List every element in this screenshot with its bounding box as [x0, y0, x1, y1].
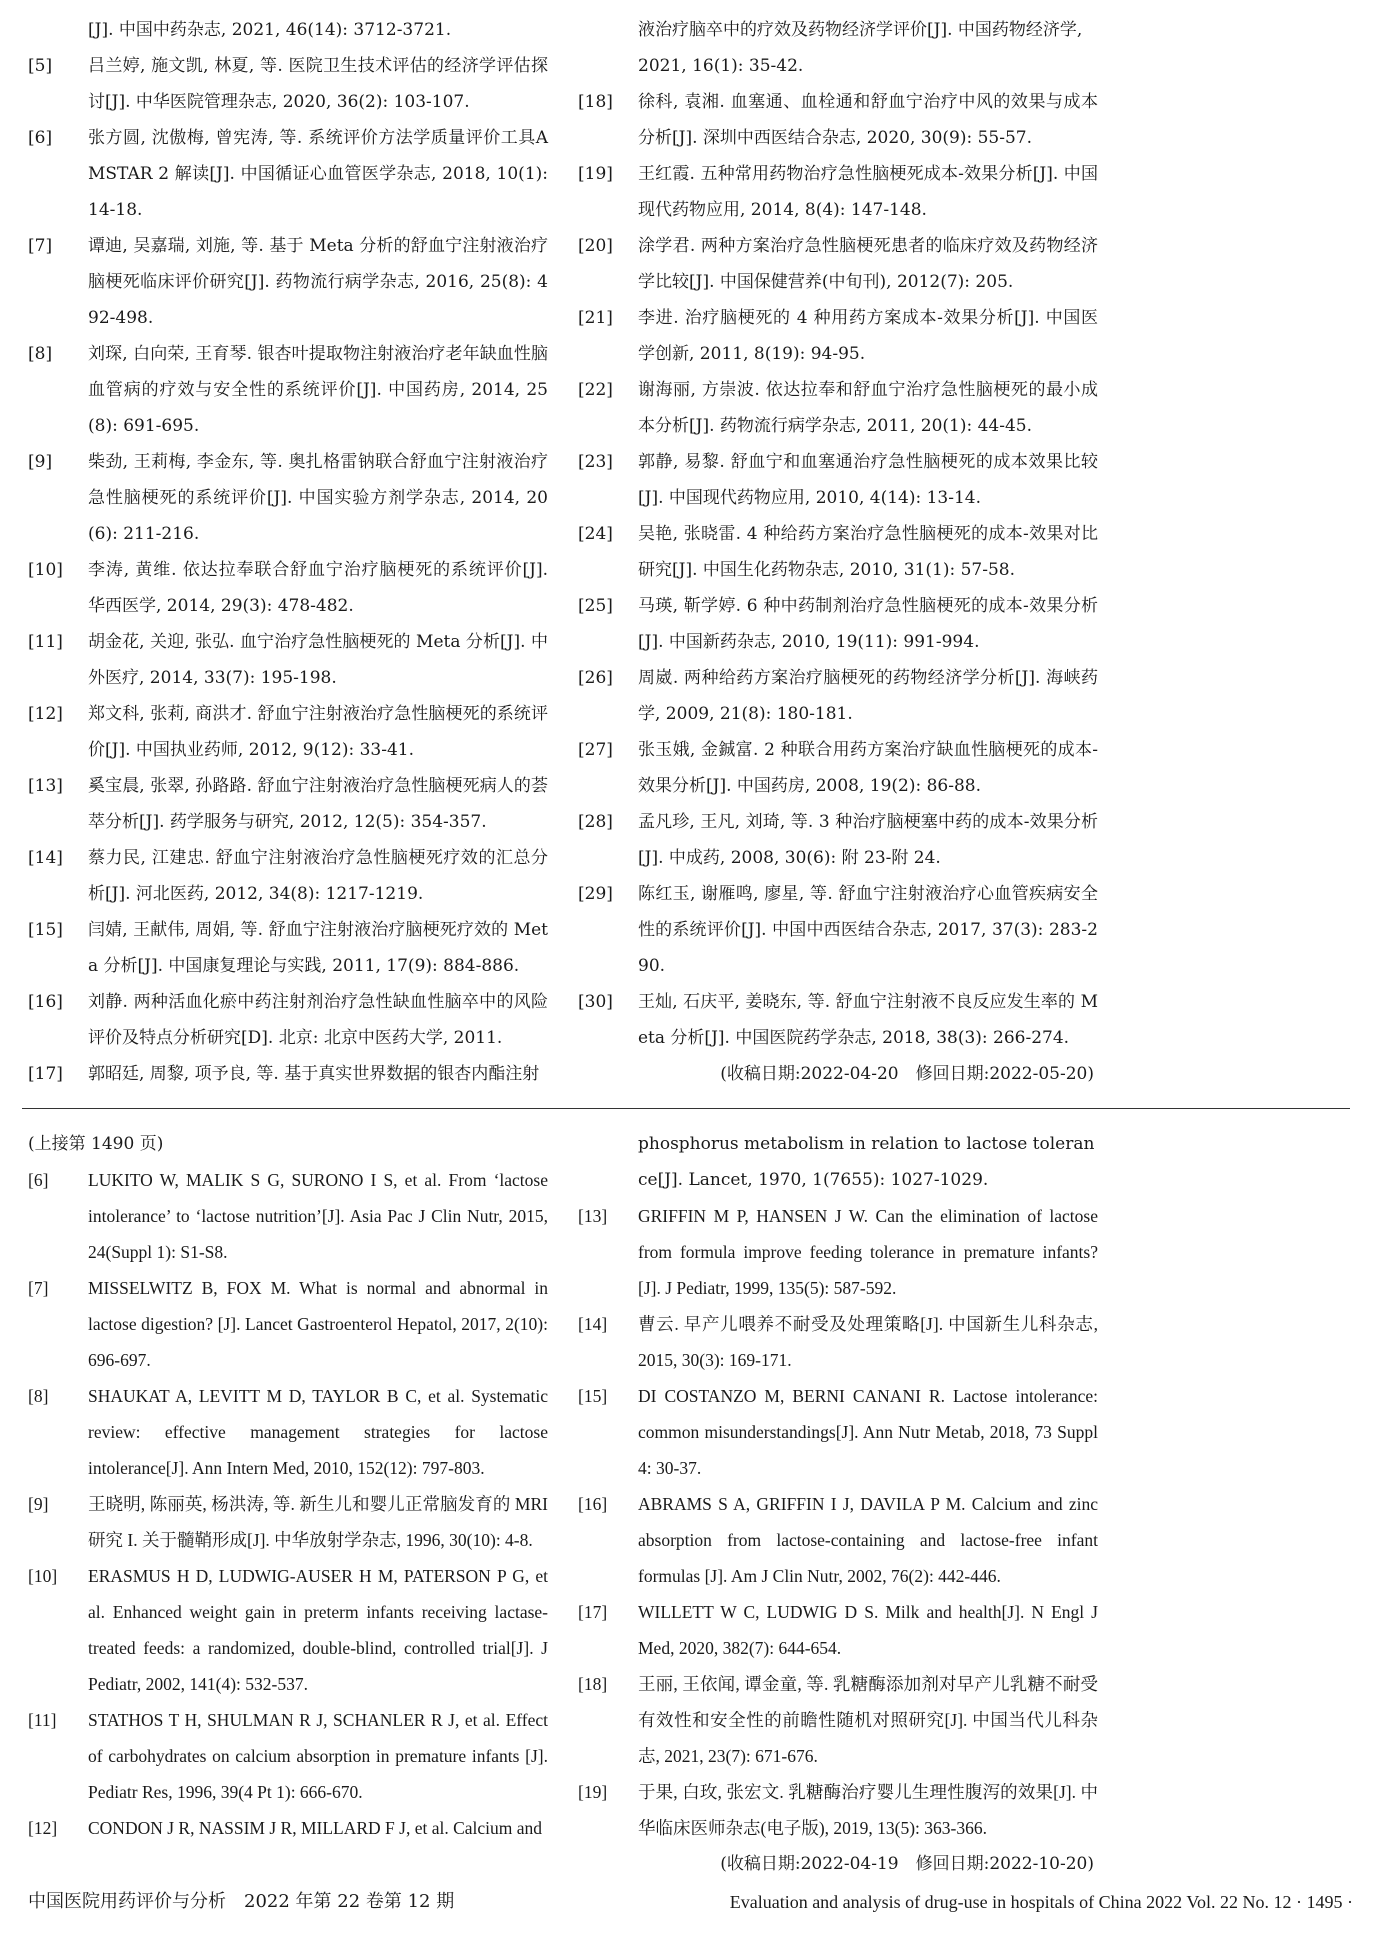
- reference-text: 王红霞. 五种常用药物治疗急性脑梗死成本-效果分析[J]. 中国现代药物应用, 2014, 8(4): 147-148.: [638, 164, 1098, 220]
- reference-text: STATHOS T H, SHULMAN R J, SCHANLER R J, et al. Effect of carbohydrates on calcium absorption in premature infants [J]. Pediatr Res, 1996, 39(4 Pt 1): 666-670.: [88, 1710, 548, 1802]
- reference-entry: [28, 912, 548, 984]
- reference-text: ERASMUS H D, LUDWIG-AUSER H M, PATERSON P G, et al. Enhanced weight gain in preterm infants receiving lactase-treated feeds: a randomized, double-blind, controlled trial[J]. J Pediatr, 2002, 141(4): 532-537.: [88, 1566, 548, 1694]
- reference-text: 曹云. 早产儿喂养不耐受及处理策略[J]. 中国新生儿科杂志, 2015, 30(3): 169-171.: [638, 1314, 1098, 1370]
- upper-left-column: [28, 12, 548, 1092]
- reference-number: [17]: [578, 1602, 608, 1622]
- journal-name-en: Evaluation and analysis of drug-use in hospitals of China 2022 Vol. 22 No. 12 · 1495 ·: [729, 1892, 1353, 1912]
- reference-text: SHAUKAT A, LEVITT M D, TAYLOR B C, et al. Systematic review: effective management strategies for lactose intolerance[J]. Ann Intern Med, 2010, 152(12): 797-803.: [88, 1386, 548, 1478]
- reference-text: 柴劲, 王莉梅, 李金东, 等. 奥扎格雷钠联合舒血宁注射液治疗急性脑梗死的系统评价[J]. 中国实验方剂学杂志, 2014, 20(6): 211-216.: [88, 452, 548, 544]
- reference-number: [23]: [578, 452, 613, 472]
- reference-entry: [578, 1774, 1098, 1846]
- reference-entry: [578, 228, 1098, 300]
- reference-entry: [28, 1486, 548, 1558]
- reference-text: 吴艳, 张晓雷. 4 种给药方案治疗急性脑梗死的成本-效果对比研究[J]. 中国生化药物杂志, 2010, 31(1): 57-58.: [638, 524, 1098, 580]
- reference-entry: [28, 768, 548, 840]
- reference-number: [12]: [28, 704, 63, 724]
- reference-entry: [28, 552, 548, 624]
- reference-text: DI COSTANZO M, BERNI CANANI R. Lactose intolerance: common misunderstandings[J]. Ann Nutr Metab, 2018, 73 Suppl 4: 30-37.: [638, 1386, 1098, 1478]
- reference-entry: [28, 624, 548, 696]
- reference-text: MISSELWITZ B, FOX M. What is normal and abnormal in lactose digestion? [J]. Lancet Gastroenterol Hepatol, 2017, 2(10): 696-697.: [88, 1278, 548, 1370]
- reference-text: 王晓明, 陈丽英, 杨洪涛, 等. 新生儿和婴儿正常脑发育的 MRI 研究 I. 关于髓鞘形成[J]. 中华放射学杂志, 1996, 30(10): 4-8.: [88, 1494, 548, 1550]
- reference-text: 王丽, 王依闻, 谭金童, 等. 乳糖酶添加剂对早产儿乳糖不耐受有效性和安全性的前瞻性随机对照研究[J]. 中国当代儿科杂志, 2021, 23(7): 671-676.: [638, 1674, 1098, 1766]
- reference-entry: [578, 300, 1098, 372]
- received-date: (收稿日期:2022-04-20 修回日期:2022-05-20): [720, 1064, 1094, 1084]
- reference-entry: [28, 1056, 548, 1092]
- reference-number: [15]: [578, 1386, 608, 1406]
- reference-number: [17]: [28, 1064, 63, 1084]
- reference-entry: [28, 1270, 548, 1378]
- reference-number: [10]: [28, 560, 63, 580]
- reference-text: 李涛, 黄维. 依达拉奉联合舒血宁治疗脑梗死的系统评价[J]. 华西医学, 2014, 29(3): 478-482.: [88, 560, 548, 616]
- received-date: (收稿日期:2022-04-19 修回日期:2022-10-20): [720, 1854, 1094, 1874]
- reference-text: ABRAMS S A, GRIFFIN I J, DAVILA P M. Calcium and zinc absorption from lactose-containing and lactose-free infant formulas [J]. Am J Clin Nutr, 2002, 76(2): 442-446.: [638, 1494, 1098, 1586]
- reference-entry: [28, 444, 548, 552]
- reference-entry: [28, 1378, 548, 1486]
- reference-text: 奚宝晨, 张翠, 孙路路. 舒血宁注射液治疗急性脑梗死病人的荟萃分析[J]. 药学服务与研究, 2012, 12(5): 354-357.: [88, 776, 548, 832]
- reference-number: [5]: [28, 56, 53, 76]
- reference-text: WILLETT W C, LUDWIG D S. Milk and health[J]. N Engl J Med, 2020, 382(7): 644-654.: [638, 1602, 1098, 1658]
- reference-entry: [578, 588, 1098, 660]
- reference-number: [30]: [578, 992, 613, 1012]
- reference-text: LUKITO W, MALIK S G, SURONO I S, et al. From ‘lactose intolerance’ to ‘lactose nutrition’[J]. Asia Pac J Clin Nutr, 2015, 24(Suppl 1): S1-S8.: [88, 1170, 548, 1262]
- reference-number: [26]: [578, 668, 613, 688]
- reference-number: [14]: [578, 1314, 608, 1334]
- reference-text: 张玉娥, 金鋮富. 2 种联合用药方案治疗缺血性脑梗死的成本-效果分析[J]. 中国药房, 2008, 19(2): 86-88.: [638, 740, 1098, 796]
- reference-entry: [578, 1486, 1098, 1594]
- reference-text: CONDON J R, NASSIM J R, MILLARD F J, et al. Calcium and: [88, 1818, 543, 1838]
- reference-number: [7]: [28, 1278, 49, 1298]
- reference-number: [27]: [578, 740, 613, 760]
- reference-text: 涂学君. 两种方案治疗急性脑梗死患者的临床疗效及药物经济学比较[J]. 中国保健营养(中旬刊), 2012(7): 205.: [638, 236, 1098, 292]
- reference-number: [10]: [28, 1566, 58, 1586]
- reference-text: 刘琛, 白向荣, 王育琴. 银杏叶提取物注射液治疗老年缺血性脑血管病的疗效与安全性的系统评价[J]. 中国药房, 2014, 25(8): 691-695.: [88, 344, 548, 436]
- section-divider: [22, 1108, 1350, 1109]
- reference-number: [14]: [28, 848, 63, 868]
- reference-entry: [578, 660, 1098, 732]
- reference-number: [16]: [578, 1494, 608, 1514]
- reference-number: [9]: [28, 1494, 49, 1514]
- reference-entry: [28, 1810, 548, 1846]
- reference-entry: [578, 1378, 1098, 1486]
- reference-entry: [578, 984, 1098, 1056]
- reference-text: 周崴. 两种给药方案治疗脑梗死的药物经济学分析[J]. 海峡药学, 2009, 21(8): 180-181.: [638, 668, 1098, 724]
- reference-entry: [578, 1198, 1098, 1306]
- lower-right-column: [578, 1126, 1098, 1882]
- reference-continuation: [J]. 中国中药杂志, 2021, 46(14): 3712-3721.: [88, 20, 452, 40]
- reference-number: [19]: [578, 164, 613, 184]
- reference-entry: [578, 372, 1098, 444]
- reference-number: [18]: [578, 92, 613, 112]
- reference-number: [13]: [28, 776, 63, 796]
- reference-number: [7]: [28, 236, 53, 256]
- reference-text: 郭昭廷, 周黎, 项予良, 等. 基于真实世界数据的银杏内酯注射: [88, 1064, 540, 1084]
- reference-text: 谢海丽, 方崇波. 依达拉奉和舒血宁治疗急性脑梗死的最小成本分析[J]. 药物流行病学杂志, 2011, 20(1): 44-45.: [638, 380, 1098, 436]
- reference-entry: [578, 1666, 1098, 1774]
- reference-number: [12]: [28, 1818, 58, 1838]
- reference-text: 蔡力民, 江建忠. 舒血宁注射液治疗急性脑梗死疗效的汇总分析[J]. 河北医药, 2012, 34(8): 1217-1219.: [88, 848, 548, 904]
- reference-number: [8]: [28, 344, 53, 364]
- reference-entry: [28, 696, 548, 768]
- reference-entry: [28, 48, 548, 120]
- reference-number: [28]: [578, 812, 613, 832]
- reference-entry: [28, 984, 548, 1056]
- reference-text: 郭静, 易黎. 舒血宁和血塞通治疗急性脑梗死的成本效果比较[J]. 中国现代药物应用, 2010, 4(14): 13-14.: [638, 452, 1098, 508]
- reference-text: 张方圆, 沈傲梅, 曾宪涛, 等. 系统评价方法学质量评价工具AMSTAR 2 解读[J]. 中国循证心血管医学杂志, 2018, 10(1): 14-18.: [88, 128, 548, 220]
- reference-text: 谭迪, 吴嘉瑞, 刘施, 等. 基于 Meta 分析的舒血宁注射液治疗脑梗死临床评价研究[J]. 药物流行病学杂志, 2016, 25(8): 492-498.: [88, 236, 548, 328]
- reference-entry: [28, 840, 548, 912]
- reference-number: [25]: [578, 596, 613, 616]
- reference-text: 王灿, 石庆平, 姜晓东, 等. 舒血宁注射液不良反应发生率的 Meta 分析[J]. 中国医院药学杂志, 2018, 38(3): 266-274.: [638, 992, 1098, 1048]
- reference-text: 孟凡珍, 王凡, 刘琦, 等. 3 种治疗脑梗塞中药的成本-效果分析[J]. 中成药, 2008, 30(6): 附 23-附 24.: [638, 812, 1098, 868]
- reference-entry: [28, 1162, 548, 1270]
- reference-number: [11]: [28, 632, 63, 652]
- reference-entry: [28, 1558, 548, 1702]
- reference-number: [6]: [28, 128, 53, 148]
- reference-number: [13]: [578, 1206, 608, 1226]
- reference-number: [19]: [578, 1782, 608, 1802]
- reference-text: 陈红玉, 谢雁鸣, 廖星, 等. 舒血宁注射液治疗心血管疾病安全性的系统评价[J]. 中国中西医结合杂志, 2017, 37(3): 283-290.: [638, 884, 1098, 976]
- reference-entry: [28, 1702, 548, 1810]
- reference-entry: [578, 804, 1098, 876]
- reference-text: 马瑛, 靳学婷. 6 种中药制剂治疗急性脑梗死的成本-效果分析[J]. 中国新药杂志, 2010, 19(11): 991-994.: [638, 596, 1098, 652]
- reference-text: 胡金花, 关迎, 张弘. 血宁治疗急性脑梗死的 Meta 分析[J]. 中外医疗, 2014, 33(7): 195-198.: [88, 632, 548, 688]
- reference-text: GRIFFIN M P, HANSEN J W. Can the elimination of lactose from formula improve feeding tolerance in premature infants? [J]. J Pediatr, 1999, 135(5): 587-592.: [638, 1206, 1098, 1298]
- reference-entry: [578, 156, 1098, 228]
- reference-entry: [28, 336, 548, 444]
- reference-number: [11]: [28, 1710, 57, 1730]
- reference-number: [6]: [28, 1170, 49, 1190]
- reference-number: [29]: [578, 884, 613, 904]
- reference-entry: [578, 732, 1098, 804]
- reference-number: [16]: [28, 992, 63, 1012]
- reference-number: [22]: [578, 380, 613, 400]
- reference-entry: [28, 228, 548, 336]
- reference-number: [18]: [578, 1674, 608, 1694]
- upper-right-column: [578, 12, 1098, 1092]
- reference-number: [20]: [578, 236, 613, 256]
- reference-number: [9]: [28, 452, 53, 472]
- reference-text: 郑文科, 张莉, 商洪才. 舒血宁注射液治疗急性脑梗死的系统评价[J]. 中国执业药师, 2012, 9(12): 33-41.: [88, 704, 548, 760]
- reference-entry: [578, 1306, 1098, 1378]
- reference-text: 闫婧, 王献伟, 周娟, 等. 舒血宁注射液治疗脑梗死疗效的 Meta 分析[J]. 中国康复理论与实践, 2011, 17(9): 884-886.: [88, 920, 548, 976]
- reference-text: 吕兰婷, 施文凯, 林夏, 等. 医院卫生技术评估的经济学评估探讨[J]. 中华医院管理杂志, 2020, 36(2): 103-107.: [88, 56, 548, 112]
- reference-text: 徐科, 袁湘. 血塞通、血栓通和舒血宁治疗中风的效果与成本分析[J]. 深圳中西医结合杂志, 2020, 30(9): 55-57.: [638, 92, 1098, 148]
- lower-left-column: [28, 1126, 548, 1846]
- reference-entry: [28, 120, 548, 228]
- reference-continuation: 液治疗脑卒中的疗效及药物经济学评价[J]. 中国药物经济学, 2021, 16(1): 35-42.: [638, 20, 1083, 76]
- reference-number: [8]: [28, 1386, 49, 1406]
- continued-from-note: (上接第 1490 页): [28, 1134, 164, 1154]
- reference-text: 李进. 治疗脑梗死的 4 种用药方案成本-效果分析[J]. 中国医学创新, 2011, 8(19): 94-95.: [638, 308, 1098, 364]
- reference-number: [21]: [578, 308, 613, 328]
- reference-number: [15]: [28, 920, 63, 940]
- reference-continuation: phosphorus metabolism in relation to lactose tolerance[J]. Lancet, 1970, 1(7655): 1027-1029.: [638, 1134, 1095, 1190]
- reference-number: [24]: [578, 524, 613, 544]
- reference-entry: [578, 84, 1098, 156]
- reference-entry: [578, 444, 1098, 516]
- reference-entry: [578, 876, 1098, 984]
- reference-entry: [578, 516, 1098, 588]
- reference-entry: [578, 1594, 1098, 1666]
- journal-name-cn: 中国医院用药评价与分析 2022 年第 22 卷第 12 期: [28, 1891, 455, 1912]
- reference-text: 刘静. 两种活血化瘀中药注射剂治疗急性缺血性脑卒中的风险评价及特点分析研究[D]. 北京: 北京中医药大学, 2011.: [88, 992, 548, 1048]
- reference-text: 于果, 白玫, 张宏文. 乳糖酶治疗婴儿生理性腹泻的效果[J]. 中华临床医师杂志(电子版), 2019, 13(5): 363-366.: [638, 1782, 1098, 1838]
